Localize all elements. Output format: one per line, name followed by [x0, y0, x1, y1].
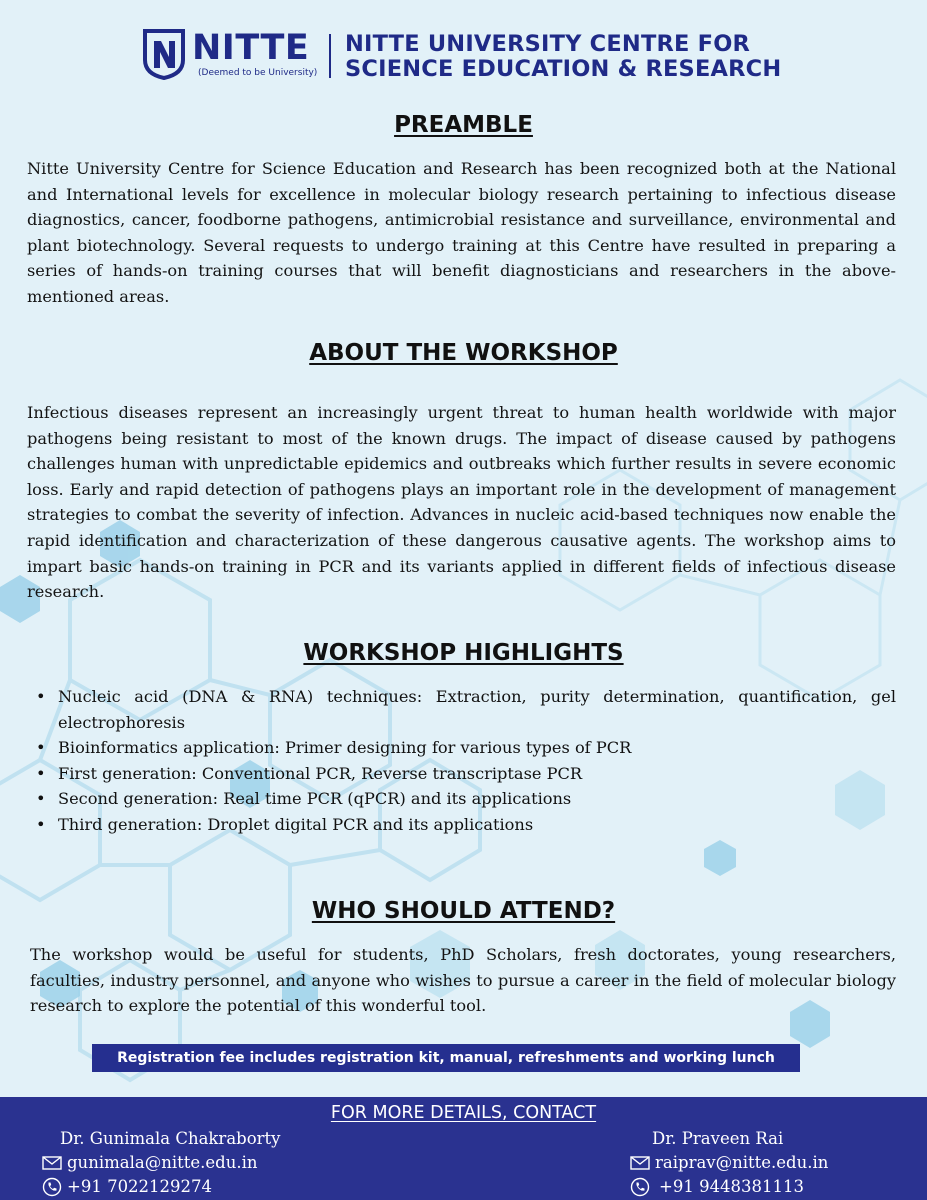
header-divider: [329, 34, 331, 78]
highlights-list: [36, 684, 896, 838]
preamble-heading: PREAMBLE: [394, 112, 533, 138]
contact-footer: [0, 1097, 927, 1200]
contact-name: Dr. Gunimala Chakraborty: [60, 1129, 281, 1148]
contact-email-link[interactable]: raiprav@nitte.edu.in: [655, 1153, 829, 1172]
contact-email-row: [42, 1151, 281, 1175]
highlight-item: • First generation: Conventional PCR, Reverse transcriptase PCR: [36, 761, 896, 787]
phone-icon: [630, 1177, 650, 1197]
contact-phone-link[interactable]: +91 7022129274: [67, 1177, 213, 1196]
contact-phone-row: [42, 1175, 281, 1199]
highlight-item: • Second generation: Real time PCR (qPCR) and its applications: [36, 786, 896, 812]
contact-phone-link[interactable]: +91 9448381113: [659, 1177, 805, 1196]
attend-text: The workshop would be useful for students, PhD Scholars, fresh doctorates, young researchers, faculties, industry personnel, and anyone who wishes to pursue a career in the field of molecular biology research to explore the potential of this wonderful tool.: [30, 945, 896, 1016]
about-text: Infectious diseases represent an increasingly urgent threat to human health worldwide with major pathogens being resistant to most of the known drugs. The impact of disease caused by pathogens challenges human with unpredictable epidemics and outbreaks which further results in severe economic loss. Early and rapid detection of pathogens plays an important role in the development of management strategies to combat the severity of infection. Advances in nucleic acid-based techniques now enable the rapid identification and characterization of these dangerous causative agents. The workshop aims to impart basic hands-on training in PCR and its variants applied in different fields of infectious disease research.: [27, 403, 896, 602]
logo-wordmark: NITTE: [192, 28, 310, 68]
contact-name: Dr. Praveen Rai: [652, 1129, 784, 1148]
mail-icon: [42, 1156, 62, 1170]
mail-icon: [630, 1156, 650, 1170]
institution-title: [345, 32, 781, 82]
highlight-item: • Bioinformatics application: Primer designing for various types of PCR: [36, 735, 896, 761]
contact-email-link[interactable]: gunimala@nitte.edu.in: [67, 1153, 258, 1172]
about-heading: ABOUT THE WORKSHOP: [309, 340, 618, 366]
highlight-item: • Nucleic acid (DNA & RNA) techniques: Extraction, purity determination, quantification, gel electrophoresis: [36, 684, 896, 735]
phone-icon: [42, 1177, 62, 1197]
nitte-logo-icon: [141, 28, 187, 80]
header: [0, 28, 927, 88]
highlights-heading: WORKSHOP HIGHLIGHTS: [303, 640, 624, 666]
preamble-text: Nitte University Centre for Science Education and Research has been recognized both at the National and International levels for excellence in molecular biology research pertaining to infectious disease diagnostics, cancer, foodborne pathogens, antimicrobial resistance and surveillance, environmental and plant biotechnology. Several requests to undergo training at this Centre have resulted in preparing a series of hands-on training courses that will benefit diagnosticians and researchers in the above-mentioned areas.: [27, 159, 896, 306]
contact-phone-row: [630, 1175, 828, 1199]
highlight-item: • Third generation: Droplet digital PCR and its applications: [36, 812, 896, 838]
registration-note: Registration fee includes registration kit, manual, refreshments and working lunch: [92, 1044, 800, 1072]
institution-title-line1: NITTE UNIVERSITY CENTRE FOR: [345, 31, 751, 57]
institution-title-line2: SCIENCE EDUCATION & RESEARCH: [345, 56, 782, 82]
attend-heading: WHO SHOULD ATTEND?: [311, 898, 616, 924]
contact-card: [630, 1127, 828, 1199]
contact-email-row: [630, 1151, 828, 1175]
contact-card: [42, 1127, 281, 1199]
contact-heading: FOR MORE DETAILS, CONTACT: [330, 1103, 597, 1123]
logo-tagline: (Deemed to be University): [198, 68, 318, 78]
